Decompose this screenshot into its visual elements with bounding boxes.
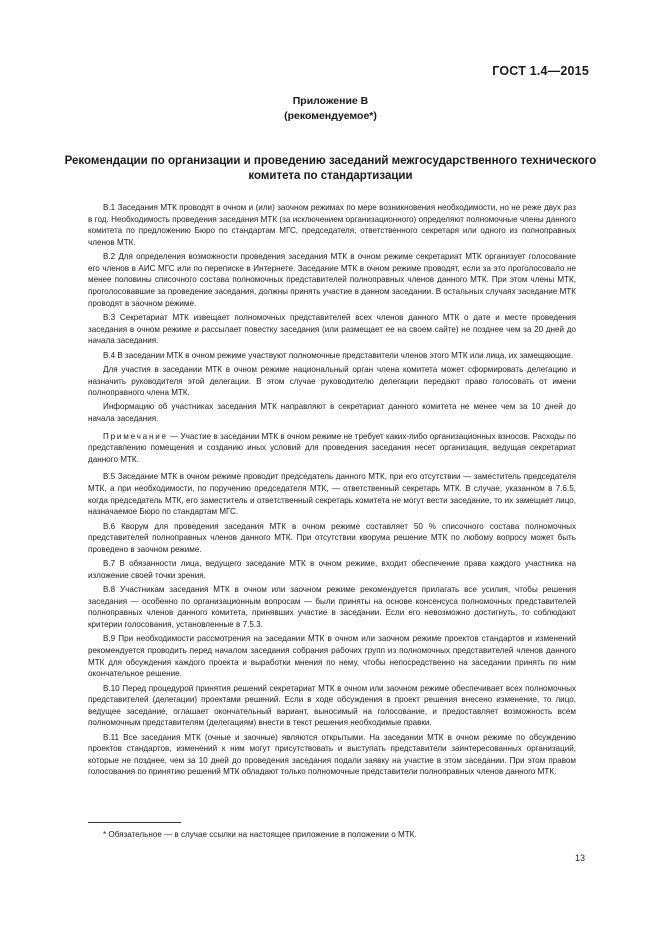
paragraph: В.10 Перед процедурой принятия решений секретариат МТК в очном или заочном режиме обеспечивает всех полномочных представителей (делегации) проектами решений. Если в ходе обсуждения в проект решения внесено изменение, то лицо, ведущее заседание, оглашает окончательный вариант, выносимый на голосование, и предоставляет возможность всем полномочным представителям (делегациям) внести в текст решения необходимые правки. xyxy=(88,683,576,728)
standard-code: ГОСТ 1.4—2015 xyxy=(492,64,589,78)
paragraph: В.7 В обязанности лица, ведущего заседание МТК в очном режиме, входит обеспечение права каждого участника на изложение своей точки зрения. xyxy=(88,559,576,580)
paragraph: В.5 Заседание МТК в очном режиме проводит председатель данного МТК, при его отсутствии — заместитель председателя МТК, а при необходимости, по поручению председателя МТК, — ответственный секретарь МТК. В случае, указанном в 7.6.5, когда председатель МТК, его заместитель и ответственный секретарь комитета не могут вести заседание, то их замещает лицо, назначаемое Бюро по стандартам МГС. xyxy=(88,472,576,517)
paragraph: Информацию об участниках заседания МТК направляют в секретариат данного комитета не менее чем за 10 дней до начала заседания. xyxy=(88,402,576,424)
page-number: 13 xyxy=(574,853,585,863)
note-text: — Участие в заседании МТК в очном режиме не требует каких-либо организационных взносов. Расходы по представлению помещения и созданию иных условий для проведения заседания несет организация, ведущая секретариат данного МТК. xyxy=(88,431,576,464)
paragraph: В.1 Заседания МТК проводят в очном и (или) заочном режимах по мере возникновения необходимости, но не реже двух раз в год. Необходимость проведения заседания МТК (за исключением организационного) определяют полномочные члены данного комитета по предложению Бюро по стандартам МГС, председателя, ответственного секретаря или одного из полноправных членов МТК. xyxy=(88,203,576,247)
footnote-divider xyxy=(88,822,181,823)
appendix-status: (рекомендуемое*) xyxy=(284,110,377,122)
note-label: Примечание xyxy=(103,431,168,441)
paragraph: В.9 При необходимости рассмотрения на заседании МТК в очном или заочном режиме проектов стандартов и изменений рекомендуется проводить перед началом заседания собрания рабочих групп из полномочных представителей членов данного МТК для обсуждения каждого проекта и выработки мнения по нему, чтобы непосредственно на заседании принять по ним окончательное решение. xyxy=(88,634,576,679)
note-paragraph xyxy=(88,431,576,466)
page-title: Рекомендации по организации и проведению заседаний межгосударственного технического комитета по стандартизации xyxy=(64,155,597,182)
paragraph: В.3 Секретариат МТК извещает полномочных представителей всех членов данного МТК о дате и месте проведения заседания в очном режиме и рассылает повестку заседания (или размещает ее на своем сайте) не позднее чем за 20 дней до начала заседания. xyxy=(88,312,576,346)
paragraph: В.2 Для определения возможности проведения заседания МТК в очном режиме секретариат МТК организует голосование его членов в АИС МГС или по переписке в Интернете. Заседание МТК в очном режиме проводят, если за это проголосовало не менее половины списочного состава полномочных представителей полноправных членов данного МТК. При этом члены МТК, проголосовавшие за проведение заседания, должны принять участие в данном заседании. В остальных случаях заседание МТК проводят в заочном режиме. xyxy=(88,252,576,308)
paragraph: В.11 Все заседания МТК (очные и заочные) являются открытыми. На заседании МТК в очном режиме по обсуждению проектов стандартов, изменений к ним могут присутствовать и выступать представители заинтересованных организаций, которые не позднее, чем за 10 дней до проведения заседания подали заявку на участие в этом заседании. При этом правом голосования по принятию решений МТК обладают только полномочные представители полноправных членов данного МТК. xyxy=(88,732,576,777)
paragraph: В.4 В заседании МТК в очном режиме участвуют полномочные представители членов этого МТК или лица, их замещающие. xyxy=(103,350,573,360)
document-body xyxy=(88,202,576,781)
appendix-title: Приложение В xyxy=(292,95,369,107)
paragraph: В.8 Участникам заседания МТК в очном или заочном режиме рекомендуется прилагать все усилия, чтобы решения заседания — особенно по организационным вопросам — были приняты на основе консенсуса полномочных представителей полноправных членов данного комитета, принявших участие в заседании. Если его невозможно достигнуть, то соблюдают критерии голосования, установленные в 7.5.3. xyxy=(88,585,576,629)
footnote: * Обязательное — в случае ссылки на настоящее приложение в положении о МТК. xyxy=(103,830,417,839)
paragraph: Для участия в заседании МТК в очном режиме национальный орган члена комитета может сформировать делегацию и назначить руководителя этой делегации. В этом случае руководителю делегации передают право голосовать от имени полноправного члена МТК. xyxy=(88,364,576,398)
paragraph: В.6 Кворум для проведения заседания МТК в очном режиме составляет 50 % списочного состава полномочных представителей полноправных членов данного МТК. При отсутствии кворума решение МТК по любому вопросу может быть проведено в заочном режиме. xyxy=(88,521,576,554)
